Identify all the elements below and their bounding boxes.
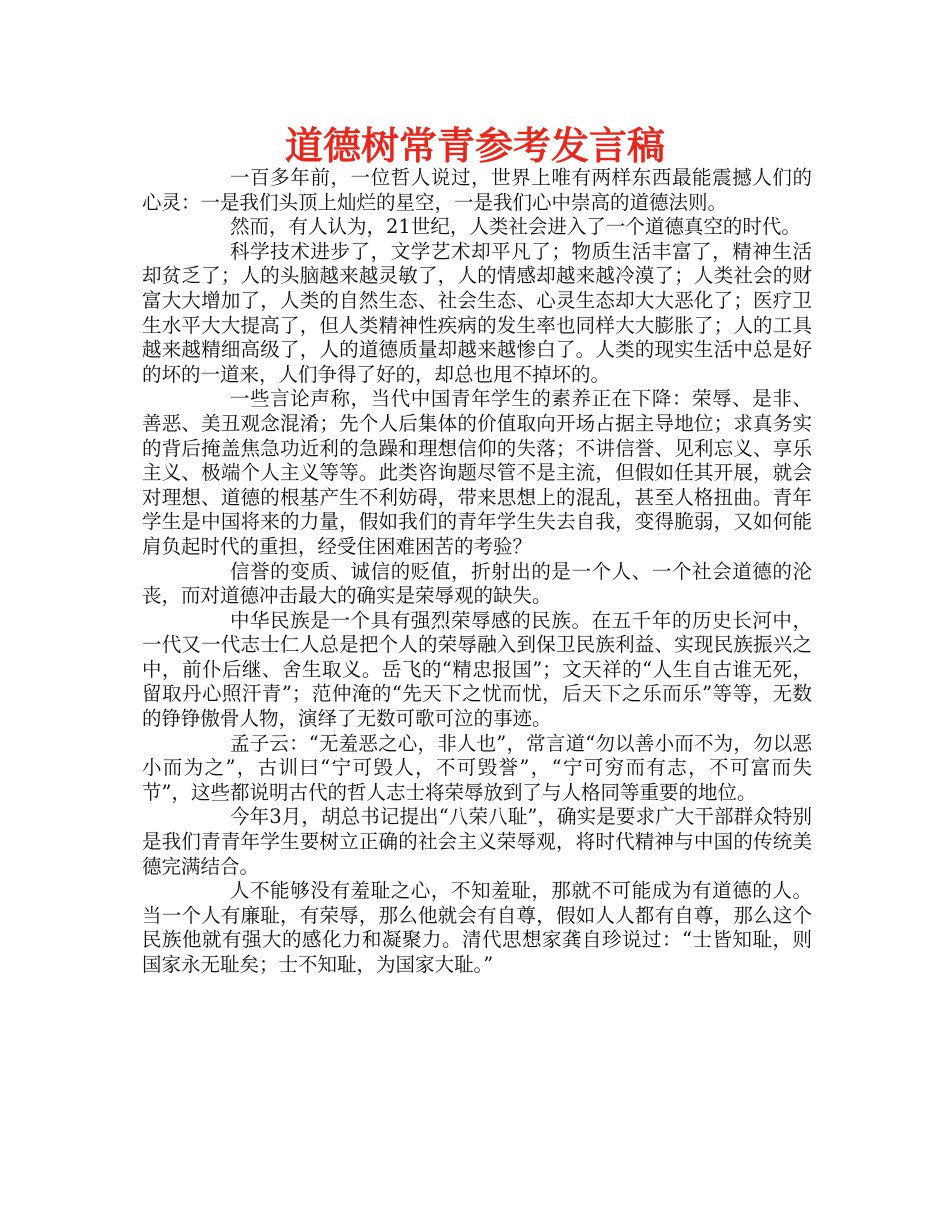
paragraph: 信誉的变质、诚信的贬值，折射出的是一个人、一个社会道德的沦丧，而对道德冲击最大的确实是荣辱观的缺失。 bbox=[142, 559, 812, 608]
paragraph: 一百多年前，一位哲人说过，世界上唯有两样东西最能震撼人们的心灵：一是我们头顶上灿烂的星空，一是我们心中崇高的道德法则。 bbox=[142, 166, 812, 214]
paragraph: 一些言论声称，当代中国青年学生的素养正在下降：荣辱、是非、善恶、美丑观念混淆；先个人后集体的价值取向开场占据主导地位；求真务实的背后掩盖焦急功近利的急躁和理想信仰的失落；不讲信誉、见利忘义、享乐主义、极端个人主义等等。此类咨询题尽管不是主流，但假如任其开展，就会对理想、道德的根基产生不利妨碍，带来思想上的混乱，甚至人格扭曲。青年学生是中国将来的力量，假如我们的青年学生失去自我，变得脆弱，又如何能肩负起时代的重担，经受住困难困苦的考验？ bbox=[142, 387, 812, 558]
paragraph: 孟子云：“无羞恶之心，非人也”，常言道“勿以善小而不为，勿以恶小而为之”，古训曰“宁可毁人，不可毁誉”，“宁可穷而有志，不可富而失节”，这些都说明古代的哲人志士将荣辱放到了与人格同等重要的地位。 bbox=[142, 731, 812, 804]
paragraph: 中华民族是一个具有强烈荣辱感的民族。在五千年的历史长河中，一代又一代志士仁人总是把个人的荣辱融入到保卫民族利益、实现民族振兴之中，前仆后继、舍生取义。岳飞的“精忠报国”；文天祥的“人生自古谁无死，留取丹心照汗青”；范仲淹的“先天下之忧而忧，后天下之乐而乐”等等，无数的铮铮傲骨人物，演绎了无数可歌可泣的事迹。 bbox=[142, 608, 812, 731]
paragraph: 今年3月，胡总书记提出“八荣八耻”，确实是要求广大干部群众特别是我们青青年学生要树立正确的社会主义荣辱观，将时代精神与中国的传统美德完满结合。 bbox=[142, 805, 812, 878]
document-title: 道德树常青参考发言稿 bbox=[284, 124, 665, 168]
document-body bbox=[142, 166, 812, 978]
paragraph: 人不能够没有羞耻之心，不知羞耻，那就不可能成为有道德的人。当一个人有廉耻，有荣辱，那么他就会有自尊，假如人人都有自尊，那么这个民族他就有强大的感化力和凝聚力。清代思想家龚自珍说过：“士皆知耻，则国家永无耻矣；士不知耻，为国家大耻。” bbox=[142, 879, 812, 976]
paragraph: 科学技术进步了，文学艺术却平凡了；物质生活丰富了，精神生活却贫乏了；人的头脑越来越灵敏了，人的情感却越来越冷漠了；人类社会的财富大大增加了，人类的自然生态、社会生态、心灵生态却大大恶化了；医疗卫生水平大大提高了，但人类精神性疾病的发生率也同样大大膨胀了；人的工具越来越精细高级了，人的道德质量却越来越惨白了。人类的现实生活中总是好的坏的一道来，人们争得了好的，却总也甩不掉坏的。 bbox=[142, 239, 812, 386]
paragraph: 然而，有人认为，21世纪，人类社会进入了一个道德真空的时代。 bbox=[230, 215, 801, 239]
